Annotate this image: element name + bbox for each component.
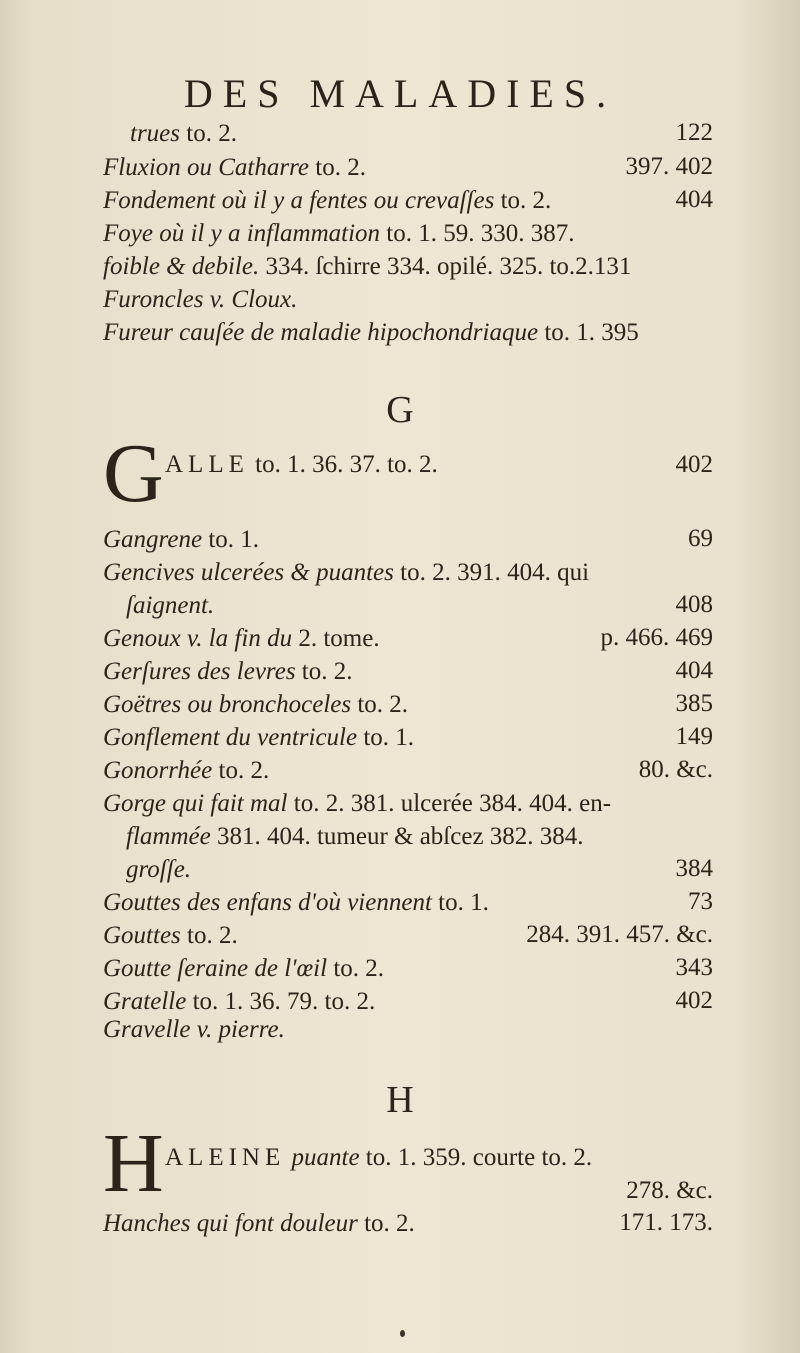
index-entry: Goutte ſeraine de l'œil to. 2. 343 <box>103 954 713 982</box>
index-entry: Hanches qui font douleur to. 2. 171. 173. <box>103 1209 713 1237</box>
index-entry: Genoux v. la fin du 2. tome. p. 466. 469 <box>103 624 713 652</box>
index-entry-galle: ALLE to. 1. 36. 37. to. 2. 402 <box>165 451 713 478</box>
index-entry: Gonorrhée to. 2. 80. &c. <box>103 756 713 784</box>
index-entry: Gangrene to. 1. 69 <box>103 525 713 553</box>
drop-cap-h: H <box>103 1117 164 1210</box>
index-entry: Furoncles v. Cloux. <box>103 286 298 313</box>
index-entry: groſſe. 384 <box>126 855 713 883</box>
index-entry: flammée 381. 404. tumeur & abſcez 382. 384. <box>126 823 584 850</box>
running-head: DES MALADIES. <box>183 71 617 116</box>
index-entry: foible & debile. 334. ſchirre 334. opilé. 325. to.2.131 <box>103 253 632 280</box>
index-entry: Gratelle to. 1. 36. 79. to. 2. 402 <box>103 987 713 1015</box>
index-entry: Gonflement du ventricule to. 1. 149 <box>103 723 713 751</box>
ink-speck <box>400 1330 405 1337</box>
index-entry: Gravelle v. pierre. <box>103 1016 285 1043</box>
index-entry: Gouttes to. 2. 284. 391. 457. &c. <box>103 921 713 949</box>
index-entry: Gouttes des enfans d'où viennent to. 1. 73 <box>103 888 713 916</box>
index-entry: Foye où il y a inflammation to. 1. 59. 330. 387. <box>103 220 575 247</box>
index-entry: Gencives ulcerées & puantes to. 2. 391. 404. qui <box>103 559 590 586</box>
index-entry: Fureur cauſée de maladie hipochondriaque to. 1. 395 <box>103 319 639 346</box>
index-entry: Gorge qui fait mal to. 2. 381. ulcerée 384. 404. en- <box>103 790 612 817</box>
index-entry-haleine-cont: 278. &c. <box>626 1177 713 1204</box>
index-entry-haleine: ALEINE puante to. 1. 359. courte to. 2. <box>165 1144 593 1171</box>
index-entry: Goëtres ou bronchoceles to. 2. 385 <box>103 690 713 718</box>
index-entry: Gerſures des levres to. 2. 404 <box>103 657 713 685</box>
index-entry: Fluxion ou Catharre to. 2. 397. 402 <box>103 153 713 181</box>
index-entry: ſaignent. 408 <box>126 591 713 619</box>
drop-cap-g: G <box>103 427 164 520</box>
index-entry: Fondement où il y a fentes ou crevaſſes to. 2. 404 <box>103 186 713 214</box>
index-entry: trues to. 2. 122 <box>130 119 713 147</box>
section-letter-g: G <box>386 389 414 431</box>
section-letter-h: H <box>386 1079 414 1121</box>
